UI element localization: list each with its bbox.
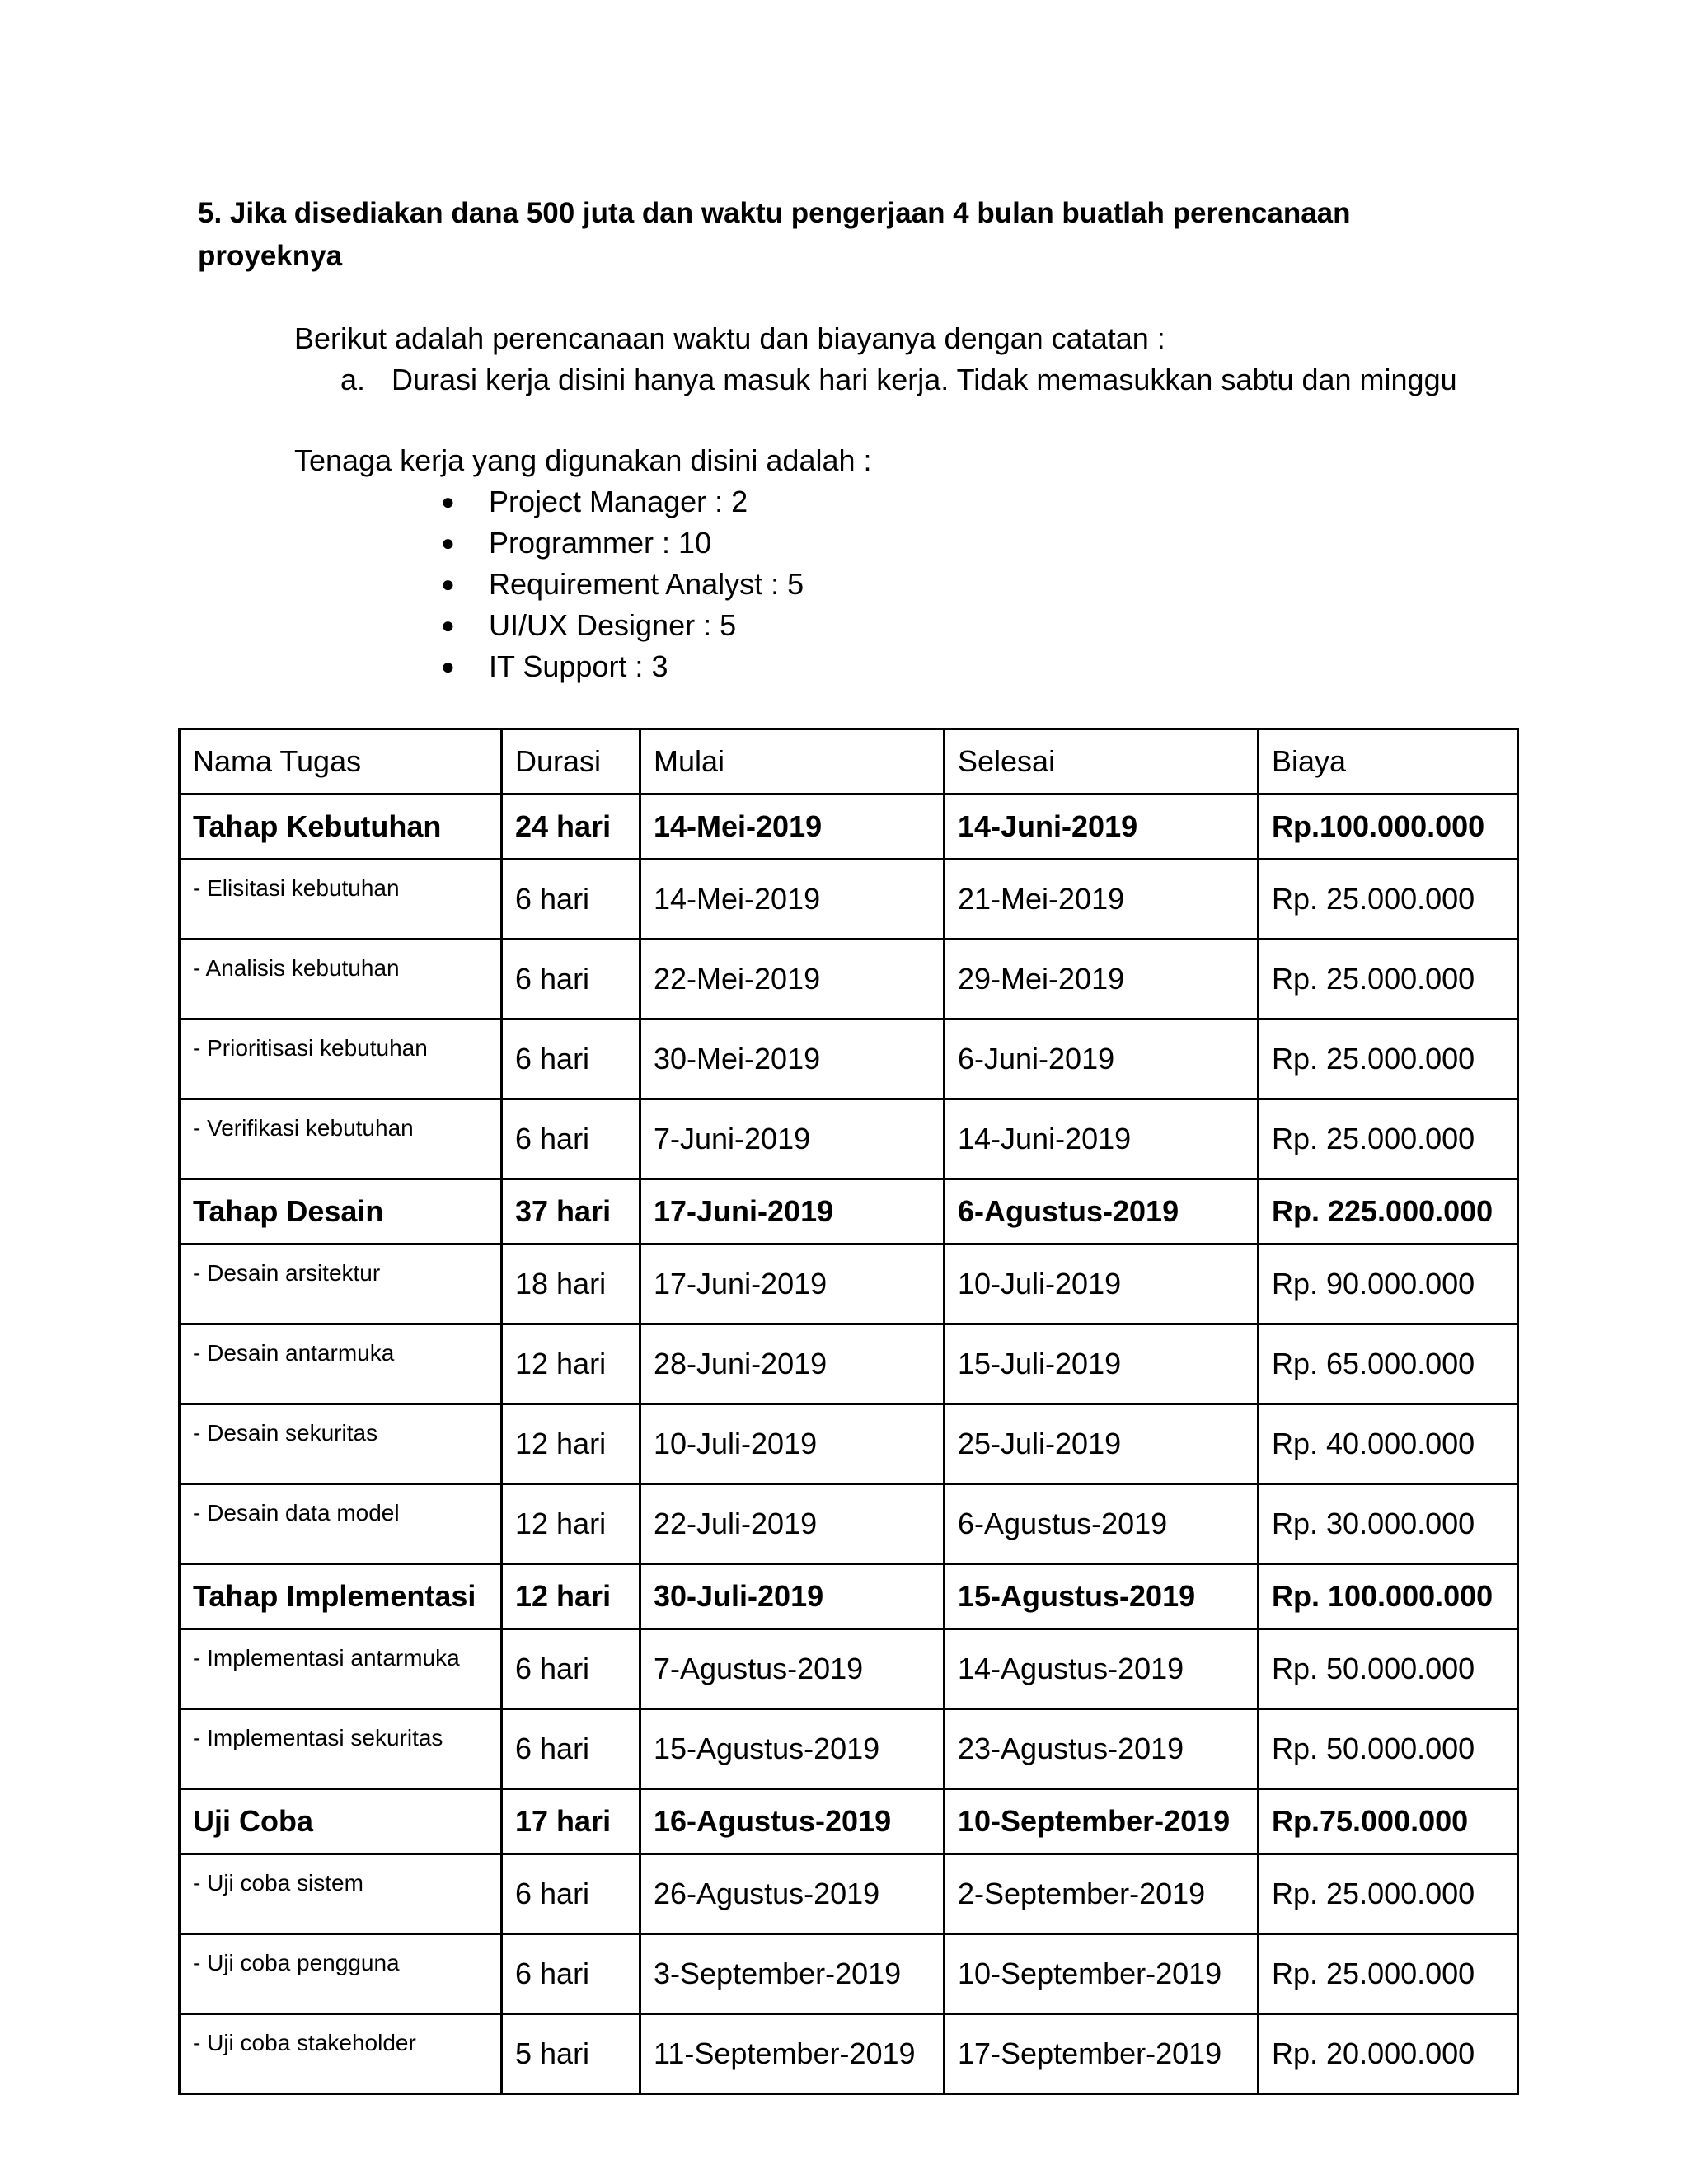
task-row — [180, 1019, 1518, 1099]
duration-cell: 12 hari — [502, 1324, 640, 1404]
duration-cell: 5 hari — [502, 2014, 640, 2094]
task-name-cell: - Implementasi antarmuka — [180, 1629, 502, 1709]
phase-row — [180, 1179, 1518, 1244]
notes-list — [340, 359, 1457, 401]
end-date-cell: 14-Juni-2019 — [945, 1099, 1259, 1179]
header-mulai: Mulai — [640, 729, 945, 794]
start-date-cell: 22-Mei-2019 — [640, 940, 945, 1019]
cost-cell: Rp. 225.000.000 — [1259, 1179, 1518, 1244]
task-row — [180, 1099, 1518, 1179]
workforce-item — [441, 523, 804, 564]
workforce-list — [441, 481, 804, 687]
start-date-cell: 28-Juni-2019 — [640, 1324, 945, 1404]
task-name-cell: - Verifikasi kebutuhan — [180, 1099, 502, 1179]
cost-cell: Rp.75.000.000 — [1259, 1789, 1518, 1854]
end-date-cell: 15-Juli-2019 — [945, 1324, 1259, 1404]
duration-cell: 12 hari — [502, 1484, 640, 1564]
start-date-cell: 11-September-2019 — [640, 2014, 945, 2094]
start-date-cell: 22-Juli-2019 — [640, 1484, 945, 1564]
duration-cell: 6 hari — [502, 860, 640, 940]
duration-cell: 17 hari — [502, 1789, 640, 1854]
cost-cell: Rp. 25.000.000 — [1259, 1019, 1518, 1099]
cost-cell: Rp. 30.000.000 — [1259, 1484, 1518, 1564]
workforce-item — [441, 564, 804, 605]
cost-cell: Rp. 25.000.000 — [1259, 1099, 1518, 1179]
task-row — [180, 1244, 1518, 1324]
end-date-cell: 10-September-2019 — [945, 1789, 1259, 1854]
header-nama-tugas: Nama Tugas — [180, 729, 502, 794]
header-selesai: Selesai — [945, 729, 1259, 794]
duration-cell: 6 hari — [502, 1099, 640, 1179]
duration-cell: 6 hari — [502, 1709, 640, 1789]
task-name-cell: - Uji coba pengguna — [180, 1934, 502, 2014]
end-date-cell: 10-Juli-2019 — [945, 1244, 1259, 1324]
schedule-table — [178, 728, 1519, 2095]
workforce-item-text: IT Support : 3 — [489, 649, 668, 683]
start-date-cell: 3-September-2019 — [640, 1934, 945, 2014]
workforce-item — [441, 481, 804, 523]
cost-cell: Rp. 25.000.000 — [1259, 1934, 1518, 2014]
cost-cell: Rp. 40.000.000 — [1259, 1404, 1518, 1484]
workforce-item-text: UI/UX Designer : 5 — [489, 608, 737, 642]
bullet-icon: ● — [441, 612, 455, 638]
task-name-cell: - Implementasi sekuritas — [180, 1709, 502, 1789]
end-date-cell: 6-Juni-2019 — [945, 1019, 1259, 1099]
bullet-icon: ● — [441, 571, 455, 597]
task-row — [180, 1709, 1518, 1789]
task-name-cell: - Uji coba sistem — [180, 1854, 502, 1934]
cost-cell: Rp. 50.000.000 — [1259, 1709, 1518, 1789]
task-row — [180, 1629, 1518, 1709]
cost-cell: Rp. 20.000.000 — [1259, 2014, 1518, 2094]
duration-cell: 6 hari — [502, 940, 640, 1019]
task-row — [180, 1934, 1518, 2014]
end-date-cell: 6-Agustus-2019 — [945, 1179, 1259, 1244]
start-date-cell: 17-Juni-2019 — [640, 1244, 945, 1324]
task-row — [180, 1854, 1518, 1934]
workforce-item-text: Requirement Analyst : 5 — [489, 567, 804, 601]
cost-cell: Rp. 25.000.000 — [1259, 1854, 1518, 1934]
start-date-cell: 30-Mei-2019 — [640, 1019, 945, 1099]
task-row — [180, 1484, 1518, 1564]
note-item — [340, 359, 1457, 401]
cost-cell: Rp. 90.000.000 — [1259, 1244, 1518, 1324]
task-name-cell: - Analisis kebutuhan — [180, 940, 502, 1019]
task-row — [180, 860, 1518, 940]
bullet-icon: ● — [441, 530, 455, 555]
start-date-cell: 14-Mei-2019 — [640, 860, 945, 940]
end-date-cell: 25-Juli-2019 — [945, 1404, 1259, 1484]
cost-cell: Rp.100.000.000 — [1259, 794, 1518, 860]
cost-cell: Rp. 25.000.000 — [1259, 940, 1518, 1019]
start-date-cell: 26-Agustus-2019 — [640, 1854, 945, 1934]
start-date-cell: 7-Juni-2019 — [640, 1099, 945, 1179]
task-name-cell: Tahap Implementasi — [180, 1564, 502, 1629]
start-date-cell: 16-Agustus-2019 — [640, 1789, 945, 1854]
duration-cell: 12 hari — [502, 1564, 640, 1629]
task-name-cell: - Desain sekuritas — [180, 1404, 502, 1484]
phase-row — [180, 1564, 1518, 1629]
header-durasi: Durasi — [502, 729, 640, 794]
start-date-cell: 15-Agustus-2019 — [640, 1709, 945, 1789]
duration-cell: 6 hari — [502, 1629, 640, 1709]
task-name-cell: - Uji coba stakeholder — [180, 2014, 502, 2094]
task-name-cell: Uji Coba — [180, 1789, 502, 1854]
cost-cell: Rp. 25.000.000 — [1259, 860, 1518, 940]
end-date-cell: 17-September-2019 — [945, 2014, 1259, 2094]
table-header-row — [180, 729, 1518, 794]
duration-cell: 37 hari — [502, 1179, 640, 1244]
bullet-icon: ● — [441, 489, 455, 514]
header-biaya: Biaya — [1259, 729, 1518, 794]
workforce-item — [441, 605, 804, 646]
duration-cell: 24 hari — [502, 794, 640, 860]
task-name-cell: Tahap Kebutuhan — [180, 794, 502, 860]
task-name-cell: - Desain arsitektur — [180, 1244, 502, 1324]
task-row — [180, 1324, 1518, 1404]
end-date-cell: 29-Mei-2019 — [945, 940, 1259, 1019]
duration-cell: 6 hari — [502, 1934, 640, 2014]
phase-row — [180, 1789, 1518, 1854]
workforce-intro-text: Tenaga kerja yang digunakan disini adalah : — [294, 443, 872, 477]
phase-row — [180, 794, 1518, 860]
duration-cell: 6 hari — [502, 1854, 640, 1934]
duration-cell: 12 hari — [502, 1404, 640, 1484]
duration-cell: 6 hari — [502, 1019, 640, 1099]
bullet-icon: ● — [441, 654, 455, 679]
task-name-cell: - Desain data model — [180, 1484, 502, 1564]
duration-cell: 18 hari — [502, 1244, 640, 1324]
task-row — [180, 940, 1518, 1019]
task-name-cell: - Desain antarmuka — [180, 1324, 502, 1404]
workforce-item-text: Project Manager : 2 — [489, 485, 748, 518]
end-date-cell: 14-Juni-2019 — [945, 794, 1259, 860]
cost-cell: Rp. 50.000.000 — [1259, 1629, 1518, 1709]
cost-cell: Rp. 100.000.000 — [1259, 1564, 1518, 1629]
end-date-cell: 6-Agustus-2019 — [945, 1484, 1259, 1564]
start-date-cell: 7-Agustus-2019 — [640, 1629, 945, 1709]
note-marker: a. — [340, 363, 366, 396]
start-date-cell: 10-Juli-2019 — [640, 1404, 945, 1484]
task-row — [180, 1404, 1518, 1484]
question-heading: 5. Jika disediakan dana 500 juta dan waktu pengerjaan 4 bulan buatlah perencanaan proyeknya — [198, 197, 1351, 272]
end-date-cell: 2-September-2019 — [945, 1854, 1259, 1934]
workforce-item — [441, 646, 804, 687]
end-date-cell: 21-Mei-2019 — [945, 860, 1259, 940]
start-date-cell: 30-Juli-2019 — [640, 1564, 945, 1629]
task-name-cell: - Prioritisasi kebutuhan — [180, 1019, 502, 1099]
end-date-cell: 10-September-2019 — [945, 1934, 1259, 2014]
intro-text: Berikut adalah perencanaan waktu dan biayanya dengan catatan : — [294, 321, 1165, 355]
task-name-cell: - Elisitasi kebutuhan — [180, 860, 502, 940]
task-name-cell: Tahap Desain — [180, 1179, 502, 1244]
schedule-table-body — [180, 794, 1518, 2094]
note-text: Durasi kerja disini hanya masuk hari kerja. Tidak memasukkan sabtu dan minggu — [392, 363, 1457, 396]
start-date-cell: 14-Mei-2019 — [640, 794, 945, 860]
workforce-item-text: Programmer : 10 — [489, 526, 712, 560]
cost-cell: Rp. 65.000.000 — [1259, 1324, 1518, 1404]
end-date-cell: 14-Agustus-2019 — [945, 1629, 1259, 1709]
task-row — [180, 2014, 1518, 2094]
end-date-cell: 15-Agustus-2019 — [945, 1564, 1259, 1629]
end-date-cell: 23-Agustus-2019 — [945, 1709, 1259, 1789]
start-date-cell: 17-Juni-2019 — [640, 1179, 945, 1244]
